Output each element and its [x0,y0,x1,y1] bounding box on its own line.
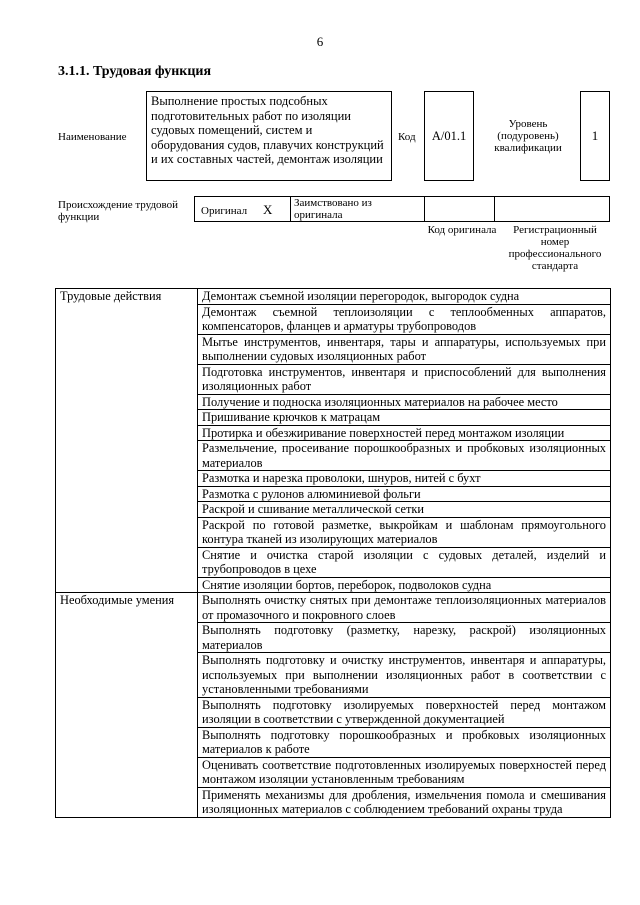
borrowed-label: Заимствовано из оригинала [294,197,372,221]
original-mark: X [263,202,273,217]
name-label: Наименование [58,131,127,143]
reg-number-caption: Регистрационный номер профессионального стандарта [508,224,602,272]
list-item: Снятие и очистка старой изоляции с судовых деталей, изделий и трубопроводов в цехе [198,547,611,577]
list-item: Снятие изоляции бортов, переборок, подволоков судна [198,577,611,593]
list-item: Выполнять очистку снятых при демонтаже теплоизоляционных материалов от промазочного и покровного слоев [198,593,611,623]
code-original-caption: Код оригинала [427,224,497,236]
list-item: Размельчение, просеивание порошкообразных и пробковых изоляционных материалов [198,441,611,471]
list-item: Размотка с рулонов алюминиевой фольги [198,486,611,502]
list-item: Мытье инструментов, инвентаря, тары и аппаратуры, используемых при выполнении судовых изоляционных работ [198,334,611,364]
list-item: Выполнять подготовку изолируемых поверхностей перед монтажом изоляции в соответствии с утвержденной документацией [198,697,611,727]
function-table [55,288,611,818]
code-label: Код [398,131,416,143]
list-item: Выполнять подготовку (разметку, нарезку, раскрой) изоляционных материалов [198,623,611,653]
section-label: Трудовые действия [56,289,198,593]
borrowed-cell [291,197,425,221]
list-item: Протирка и обезжиривание поверхностей перед монтажом изоляции [198,425,611,441]
section-label: Необходимые умения [56,593,198,818]
origin-label: Происхождение трудовой функции [58,199,179,223]
function-name-box [146,91,392,181]
reg-number-cell [495,197,609,221]
list-item: Оценивать соответствие подготовленных изолируемых поверхностей перед монтажом изоляции установленным требованиям [198,757,611,787]
list-item: Размотка и нарезка проволоки, шнуров, нитей с бухт [198,471,611,487]
level-value: 1 [591,128,599,143]
list-item: Раскрой и сшивание металлической сетки [198,502,611,518]
table-row [56,593,611,623]
original-label: Оригинал [201,205,248,217]
list-item: Получение и подноска изоляционных материалов на рабочее место [198,394,611,410]
section-heading: 3.1.1. Трудовая функция [58,64,212,79]
level-box [580,91,610,181]
original-cell [195,197,291,221]
list-item: Демонтаж съемной изоляции перегородок, выгородок судна [198,289,611,305]
table-row [56,289,611,305]
function-name: Выполнение простых подсобных подготовительных работ по изоляции судовых помещений, систем и оборудования судов, плавучих конструкций и их составных частей, демонтаж изоляции [151,94,384,166]
page-number: 6 [316,34,324,49]
code-original-cell [425,197,495,221]
list-item: Выполнять подготовку и очистку инструментов, инвентаря и аппаратуры, используемых при выполнении изоляционных работ в соответствии с установленными требованиями [198,653,611,698]
list-item: Подготовка инструментов, инвентаря и приспособлений для выполнения изоляционных работ [198,364,611,394]
code-box [424,91,474,181]
list-item: Пришивание крючков к матрацам [198,410,611,426]
list-item: Раскрой по готовой разметке, выкройкам и шаблонам прямоугольного контура тканей из изолирующих материалов [198,517,611,547]
code-value: А/01.1 [431,128,467,143]
origin-row [194,196,610,222]
list-item: Демонтаж съемной теплоизоляции с теплообменных аппаратов, компенсаторов, фланцев и арматуры трубопроводов [198,304,611,334]
list-item: Выполнять подготовку порошкообразных и пробковых изоляционных материалов к работе [198,727,611,757]
list-item: Применять механизмы для дробления, измельчения помола и смешивания изоляционных материалов с соблюдением требований охраны труда [198,787,611,817]
level-label: Уровень (подуровень) квалификации [494,118,562,154]
